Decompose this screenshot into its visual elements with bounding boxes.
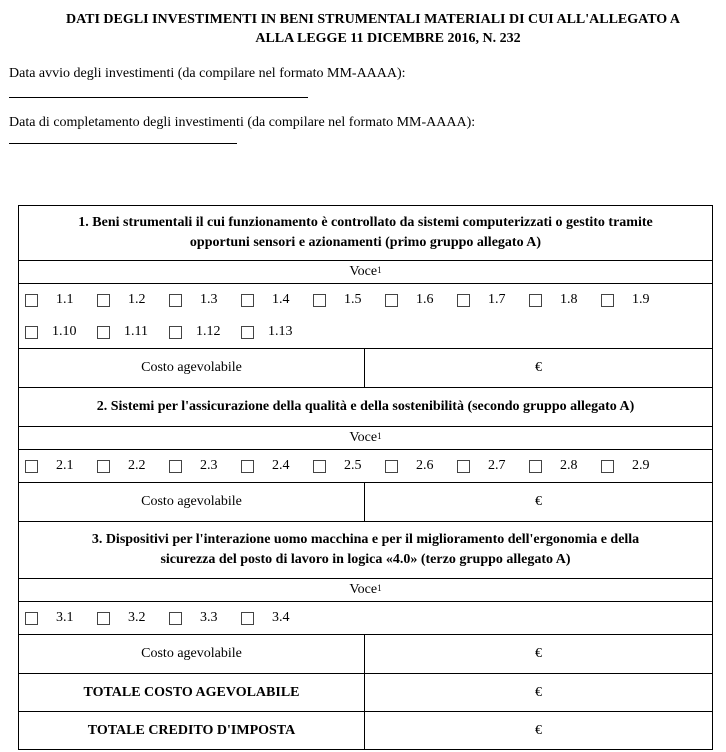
checkbox-item[interactable] <box>22 458 94 474</box>
checkbox[interactable] <box>169 612 182 625</box>
voce-label: Voce <box>349 582 378 597</box>
section-3-items-row-1 <box>19 602 712 634</box>
checkbox[interactable] <box>529 294 542 307</box>
checkbox[interactable] <box>97 460 110 473</box>
checkbox-label: 1.11 <box>124 324 148 339</box>
checkbox-label: 1.13 <box>268 324 293 339</box>
section-3-voce-header <box>19 579 713 602</box>
checkbox[interactable] <box>97 612 110 625</box>
total-credit-label: TOTALE CREDITO D'IMPOSTA <box>19 712 365 750</box>
section-3-items <box>19 602 713 635</box>
title-line-2: ALLA LEGGE 11 DICEMBRE 2016, N. 232 <box>255 31 521 46</box>
checkbox-label: 1.2 <box>128 292 146 307</box>
voce-label: Voce <box>349 430 378 445</box>
section-1-cost-label: Costo agevolabile <box>19 349 365 388</box>
investment-table <box>18 205 713 750</box>
section-1-title <box>19 206 713 261</box>
voce-footnote-marker: 1 <box>377 265 382 275</box>
checkbox[interactable] <box>385 294 398 307</box>
checkbox[interactable] <box>169 294 182 307</box>
checkbox-label: 1.1 <box>56 292 74 307</box>
section-1-title-line-1: 1. Beni strumentali il cui funzionamento è controllato da sistemi computerizzati o gestito tramite <box>78 215 653 230</box>
checkbox[interactable] <box>241 326 254 339</box>
section-2-cost-label: Costo agevolabile <box>19 483 365 522</box>
checkbox-item[interactable] <box>22 292 94 308</box>
checkbox[interactable] <box>457 294 470 307</box>
voce-footnote-marker: 1 <box>377 431 382 441</box>
section-2-title-line-1: 2. Sistemi per l'assicurazione della qualità e della sostenibilità (secondo gruppo allegato A) <box>96 399 635 414</box>
checkbox-label: 3.4 <box>272 610 290 625</box>
checkbox-label: 2.1 <box>56 458 74 473</box>
checkbox-item[interactable] <box>22 324 94 340</box>
checkbox-label: 2.8 <box>560 458 578 473</box>
checkbox-item[interactable] <box>238 458 310 474</box>
section-1-items-row-2 <box>19 316 712 348</box>
checkbox-label: 2.4 <box>272 458 290 473</box>
checkbox[interactable] <box>25 326 38 339</box>
checkbox-label: 2.6 <box>416 458 434 473</box>
section-1-items-row-1 <box>19 284 712 316</box>
checkbox-item[interactable] <box>166 458 238 474</box>
checkbox-label: 2.2 <box>128 458 146 473</box>
checkbox-label: 1.3 <box>200 292 218 307</box>
checkbox-item[interactable] <box>94 324 166 340</box>
checkbox-item[interactable] <box>526 292 598 308</box>
checkbox[interactable] <box>25 294 38 307</box>
checkbox-item[interactable] <box>94 458 166 474</box>
checkbox-item[interactable] <box>166 610 238 626</box>
checkbox-item[interactable] <box>310 292 382 308</box>
voce-label: Voce <box>349 264 378 279</box>
checkbox-item[interactable] <box>238 292 310 308</box>
checkbox-item[interactable] <box>238 324 310 340</box>
section-2-items-row-1 <box>19 450 712 482</box>
checkbox-label: 2.9 <box>632 458 650 473</box>
checkbox[interactable] <box>25 612 38 625</box>
checkbox-label: 3.2 <box>128 610 146 625</box>
checkbox-label: 2.7 <box>488 458 506 473</box>
checkbox[interactable] <box>241 294 254 307</box>
checkbox-label: 1.4 <box>272 292 290 307</box>
section-2-cost-input[interactable]: € <box>365 483 713 522</box>
section-3-title-line-1: 3. Dispositivi per l'interazione uomo macchina e per il miglioramento dell'ergonomia e della <box>91 532 640 547</box>
checkbox-label: 3.3 <box>200 610 218 625</box>
checkbox-item[interactable] <box>94 610 166 626</box>
total-credit-input[interactable]: € <box>365 712 713 750</box>
checkbox-label: 1.6 <box>416 292 434 307</box>
start-date-input-line[interactable] <box>9 97 308 98</box>
start-date-label: Data avvio degli investimenti (da compilare nel formato MM-AAAA): <box>9 66 406 81</box>
checkbox-label: 3.1 <box>56 610 74 625</box>
section-1-title-line-2: opportuni sensori e azionamenti (primo gruppo allegato A) <box>189 235 542 250</box>
checkbox-label: 2.5 <box>344 458 362 473</box>
checkbox-label: 1.5 <box>344 292 362 307</box>
section-3-cost-input[interactable]: € <box>365 635 713 674</box>
checkbox[interactable] <box>169 460 182 473</box>
checkbox-item[interactable] <box>94 292 166 308</box>
checkbox-item[interactable] <box>382 292 454 308</box>
checkbox-item[interactable] <box>598 458 670 474</box>
checkbox[interactable] <box>457 460 470 473</box>
checkbox-item[interactable] <box>166 324 238 340</box>
end-date-label: Data di completamento degli investimenti (da compilare nel formato MM-AAAA): <box>9 115 476 130</box>
checkbox-item[interactable] <box>598 292 670 308</box>
total-cost-label: TOTALE COSTO AGEVOLABILE <box>19 674 365 712</box>
section-1-items <box>19 284 713 349</box>
checkbox[interactable] <box>385 460 398 473</box>
checkbox-label: 1.10 <box>52 324 77 339</box>
checkbox[interactable] <box>25 460 38 473</box>
title-line-1: DATI DEGLI INVESTIMENTI IN BENI STRUMENTALI MATERIALI DI CUI ALL'ALLEGATO A <box>65 12 681 27</box>
checkbox[interactable] <box>313 294 326 307</box>
checkbox[interactable] <box>313 460 326 473</box>
total-cost-input[interactable]: € <box>365 674 713 712</box>
checkbox-item[interactable] <box>22 610 94 626</box>
checkbox-label: 1.8 <box>560 292 578 307</box>
voce-footnote-marker: 1 <box>377 583 382 593</box>
checkbox[interactable] <box>601 460 614 473</box>
checkbox-label: 2.3 <box>200 458 218 473</box>
checkbox[interactable] <box>241 460 254 473</box>
checkbox[interactable] <box>601 294 614 307</box>
checkbox-item[interactable] <box>382 458 454 474</box>
document-title <box>0 10 726 48</box>
section-1-cost-input[interactable]: € <box>365 349 713 388</box>
checkbox-item[interactable] <box>310 458 382 474</box>
checkbox-label: 1.9 <box>632 292 650 307</box>
section-2-voce-header <box>19 427 713 450</box>
checkbox-label: 1.7 <box>488 292 506 307</box>
checkbox-item[interactable] <box>454 292 526 308</box>
section-2-title <box>19 388 713 427</box>
checkbox-item[interactable] <box>166 292 238 308</box>
section-1-voce-header <box>19 261 713 284</box>
checkbox-label: 1.12 <box>196 324 221 339</box>
checkbox[interactable] <box>241 612 254 625</box>
checkbox[interactable] <box>97 326 110 339</box>
checkbox-item[interactable] <box>454 458 526 474</box>
checkbox[interactable] <box>529 460 542 473</box>
section-3-cost-label: Costo agevolabile <box>19 635 365 674</box>
section-3-title <box>19 522 713 579</box>
checkbox[interactable] <box>169 326 182 339</box>
section-3-title-line-2: sicurezza del posto di lavoro in logica «4.0» (terzo gruppo allegato A) <box>160 552 571 567</box>
checkbox-item[interactable] <box>526 458 598 474</box>
checkbox-item[interactable] <box>238 610 310 626</box>
section-2-items <box>19 450 713 483</box>
checkbox[interactable] <box>97 294 110 307</box>
end-date-input-line[interactable] <box>9 143 237 144</box>
